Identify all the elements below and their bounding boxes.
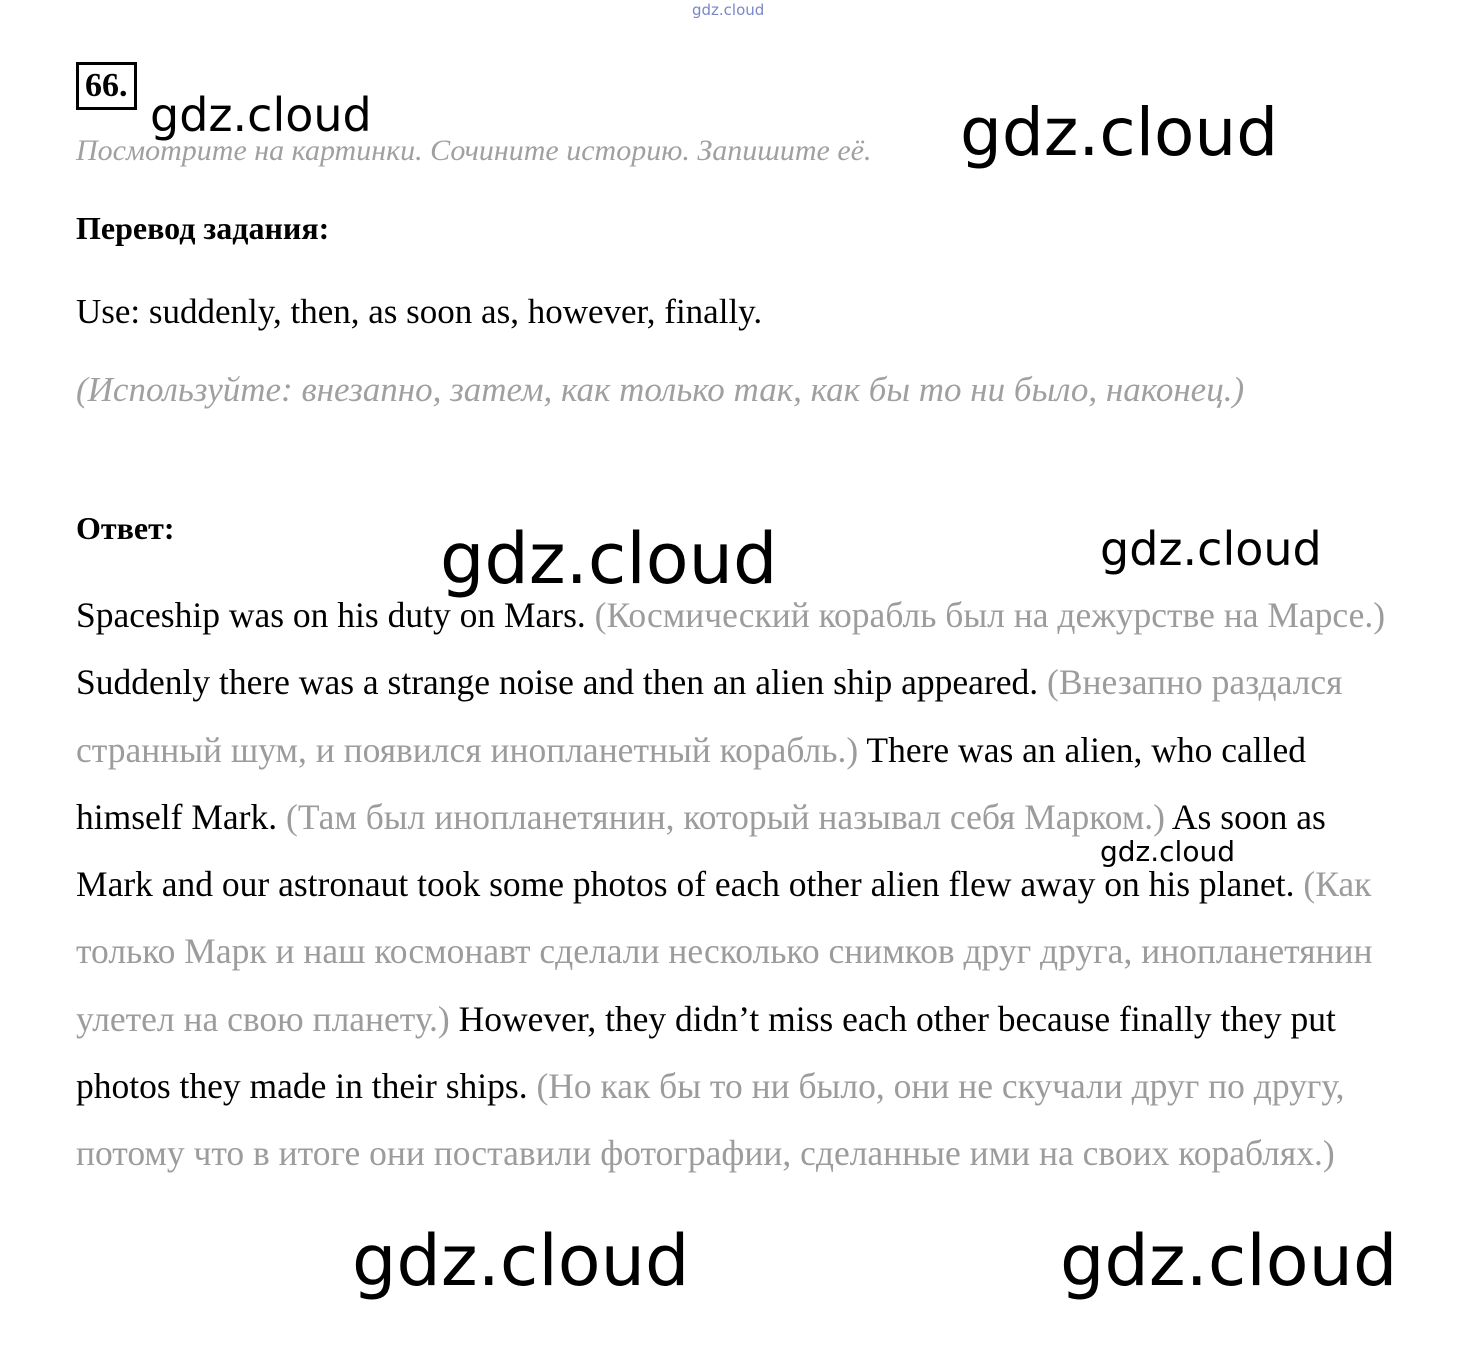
task-number-box: 66.	[76, 62, 137, 110]
watermark: gdz.cloud	[150, 88, 372, 142]
sentence-en: As soon as Mark and our astronaut took some photos of each other alien flew away on his planet.	[76, 796, 1326, 905]
sentence-ru: (Как только Марк и наш космонавт сделали несколько снимков друг друга, инопланетянин улетел на свою планету.)	[76, 864, 1373, 1039]
use-words-line: Use: suddenly, then, as soon as, however, finally.	[76, 292, 763, 331]
translation-heading: Перевод задания:	[76, 210, 330, 246]
answer-text	[76, 582, 1396, 1188]
sentence-en: Suddenly there was a strange noise and then an alien ship appeared.	[76, 662, 1039, 703]
sentence-en: However, they didn’t miss each other because finally they put photos they made in their ships.	[76, 998, 1336, 1107]
watermark: gdz.cloud	[960, 94, 1279, 171]
task-instruction: Посмотрите на картинки. Сочините историю. Запишите её.	[76, 134, 872, 167]
sentence-ru: (Внезапно раздался странный шум, и появился инопланетный корабль.)	[76, 662, 1343, 770]
use-words-translation: (Используйте: внезапно, затем, как только так, как бы то ни было, наконец.)	[76, 370, 1245, 409]
sentence-ru: (Но как бы то ни было, они не скучали друг по другу, потому что в итоге они поставили фотографии, сделанные ими на своих кораблях.)	[76, 1066, 1345, 1174]
watermark: gdz.cloud	[1100, 835, 1235, 868]
watermark-top: gdz.cloud	[692, 1, 765, 19]
sentence-ru: (Там был инопланетянин, который называл себя Марком.)	[286, 796, 1165, 837]
watermark: gdz.cloud	[352, 1220, 690, 1302]
watermark: gdz.cloud	[1060, 1220, 1398, 1302]
sentence-en: There was an alien, who called himself Mark.	[76, 729, 1307, 837]
answer-heading: Ответ:	[76, 510, 175, 546]
watermark: gdz.cloud	[1100, 522, 1322, 576]
sentence-ru: (Космический корабль был на дежурстве на Марсе.)	[594, 595, 1386, 635]
sentence-en: Spaceship was on his duty on Mars.	[76, 595, 586, 635]
watermark: gdz.cloud	[440, 518, 778, 600]
